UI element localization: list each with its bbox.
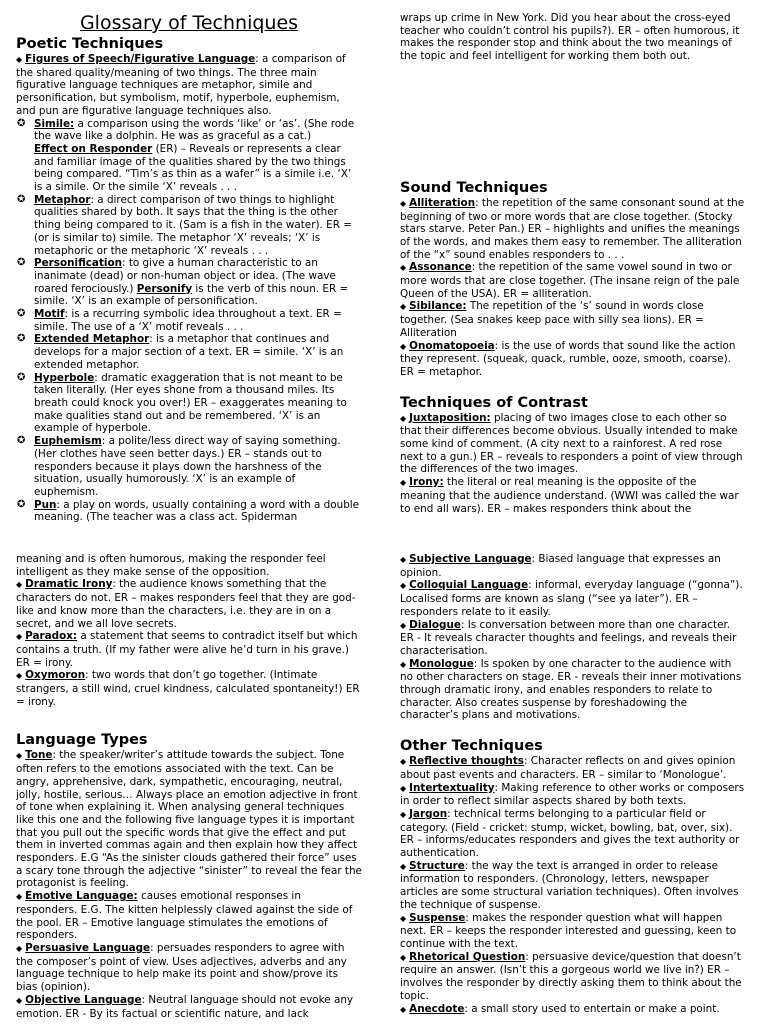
term: Simile: [34, 117, 75, 130]
entry-persuasive-language [16, 942, 362, 994]
column-top-right [400, 12, 745, 526]
term: Juxtaposition: [409, 411, 491, 424]
term: Persuasive Language [25, 941, 151, 954]
term: Figures of Speech/Figurative Language [25, 53, 256, 65]
definition: : Biased language that expresses an opinion. [400, 553, 721, 579]
term: Personify [136, 282, 193, 295]
entry-subjective-language [400, 553, 745, 579]
entry-jargon [400, 808, 745, 860]
entry-onomatopoeia [400, 340, 745, 379]
entry-objective-language [16, 994, 362, 1020]
definition: : a play on words, usually containing a word with a double meaning. (The teacher was a class act. Spiderman [34, 498, 360, 524]
entry-assonance [400, 261, 745, 300]
term: Dialogue [409, 618, 461, 631]
definition: : Neutral language should not evoke any emotion. ER - By its factual or scientific nature, and lack [16, 993, 354, 1020]
term: Dramatic Irony [25, 578, 113, 591]
term: Tone [25, 749, 53, 762]
definition: : makes the responder question what will happen next. ER – keeps the responder interested and guessing, keen to continue with the text. [400, 911, 737, 950]
entry-pun [16, 499, 362, 524]
entry-irony [400, 476, 745, 515]
definition: : persuasive device/question that doesn’t require an answer. (Isn’t this a gorgeous world we live in?) ER – involves the responder by directly asking them to think about the topic. [400, 950, 742, 1002]
term: Suspense [409, 911, 466, 924]
term: Rhetorical Question [409, 950, 526, 963]
term: Colloquial Language [409, 579, 529, 592]
entry-reflective-thoughts [400, 755, 745, 781]
entry-paradox [16, 630, 362, 669]
entry-emotive-language [16, 890, 362, 942]
definition: The repetition of the ‘s’ sound in words close together. (Sea snakes keep pace with silly sea lions). ER = Alliteration [400, 300, 704, 339]
entry-oxymoron [16, 669, 362, 708]
term: Assonance [409, 261, 472, 274]
entry-intertextuality [400, 782, 745, 808]
entry-juxtaposition [400, 412, 745, 477]
definition: : the speaker/writer’s attitude towards the subject. Tone often refers to the emotions associated with the text. Can be angry, apprehensive, dark, sympathetic, encouraging, neutral, jolly, hostile, serious… Always place an emotion adjective in front of tone when explaining it. When analysing general techniques like this one and the following five language types it is important that you pull out the specific words that give the effect and put them in inverted commas again and then explain how they affect responders. E.G “As the sinister clouds gathered their force” uses a scary tone through the adjective “sinister” to reveal the fear the protagonist is feeling. [16, 749, 362, 890]
definition: : Making reference to other works or composers in order to reflect similar aspects shared by both texts. [400, 781, 745, 808]
definition: a statement that seems to contradict itself but which contains a truth. (If my father were alive he’d turn in his grave.) ER = irony. [16, 630, 358, 669]
definition: : Is spoken by one character to the audience with no other characters on stage. ER - reveals their inner motivations through dramatic irony, and enables responders to relate to character. Also creates suspense by foreshadowing the character’s plans and motivations. [400, 657, 742, 722]
definition: : is a metaphor that continues and develops for a major section of a text. ER = simile. ‘X’ is an extended metaphor. [34, 333, 344, 371]
entry-suspense [400, 912, 745, 951]
term: Metaphor [34, 193, 91, 206]
definition: a comparison using the words ‘like’ or ‘as’. (She rode the wave like a dolphin. He was as graceful as a cat.) [34, 117, 355, 143]
definition: placing of two images close to each other so that their differences become obvious. Usually intended to make some kind of comment. (A city next to a rainforest. A red rose next to a gun.) ER – reveals to responders a point of view through the differences of the two images. [400, 411, 743, 476]
entry-euphemism [16, 435, 362, 499]
entry-tone [16, 749, 362, 890]
definition: : the repetition of the same vowel sound in two or more words that are close together. (The insane reign of the pale Queen of the USA). ER = alliteration. [400, 261, 740, 300]
entry-extended-metaphor [16, 333, 362, 371]
section-heading-poetic: Poetic Techniques [16, 36, 164, 52]
spacer [400, 63, 745, 180]
term: Reflective thoughts [409, 755, 524, 768]
definition: : two words that don’t go together. (Intimate strangers, a still wind, cruel kindness, calculated spontaneity!) ER = irony. [16, 669, 360, 708]
term: Paradox: [25, 630, 78, 643]
entry-metaphor [16, 194, 362, 258]
column-bottom-right [400, 553, 745, 1024]
term: Emotive Language: [25, 890, 138, 903]
entry-structure [400, 860, 745, 912]
definition: the literal or real meaning is the opposite of the meaning that the audience understand. (WWI was called the war to end all wars). ER – makes responders think about the [400, 476, 739, 515]
term: Pun [34, 498, 57, 511]
definition: : a comparison of the shared quality/meaning of two things. The three main figurative language techniques are metaphor, simile and personification, but symbolism, motif, hyperbole, euphemism, and pun are figurative language techniques also. [16, 53, 346, 117]
section-heading-contrast: Techniques of Contrast [400, 394, 588, 411]
term: Oxymoron [25, 669, 86, 682]
term: Irony: [409, 476, 444, 489]
entry-dramatic-irony [16, 578, 362, 630]
section-heading-language: Language Types [16, 732, 148, 749]
definition: : dramatic exaggeration that is not meant to be taken literally. (Her eyes shone from a thousand miles. Its breath could knock you over!) ER – exaggerates meaning to make qualities stand out and be remembered. ‘X’ is an example of hyperbole. [34, 371, 347, 435]
entry-monologue [400, 658, 745, 723]
term: Objective Language [25, 993, 142, 1006]
entry-sibilance [400, 300, 745, 339]
definition: : technical terms belonging to a particular field or category. (Field - cricket: stump, wicket, bowling, bat, over, six). ER – informs/educates responders and gives the text authority or authentication. [400, 807, 740, 860]
definition: : a direct comparison of two things to highlight qualities shared by both. It says that the thing is the other thing being compared to it. (Sam is a fish in the water). ER = (or is similar to) simile. The metaphor ‘X’ reveals; ‘X’ is metaphoric or the metaphoric ‘X’ reveals . . . [34, 193, 352, 257]
term: Motif [34, 308, 65, 321]
entry-figures-of-speech [16, 53, 362, 118]
definition: : informal, everyday language (“gonna”). Localised forms are known as slang (“see ya later”). ER – responders relate to it easily. [400, 579, 743, 618]
definition: : the repetition of the same consonant sound at the beginning of two or more words that are close together. (Stocky stars starve. Peter Pan.) ER – highlights and unifies the meanings of the words, and makes them easy to remember. The alliteration of the “x” sound enables responders to . . . [400, 196, 745, 261]
term: Effect on Responder [34, 142, 153, 155]
term: Sibilance: [409, 300, 467, 313]
term: Alliteration [409, 196, 476, 209]
definition: (ER) – Reveals or represents a clear and familiar image of the qualities shared by the two things being compared. “Tim’s as thin as a wafer” is a simile i.e. ‘X’ is a simile. Or the simile ‘X’ reveals . . . [34, 142, 352, 194]
definition: : a polite/less direct way of saying something. (Her clothes have seen better days.) ER – stands out to responders because it plays down the harshness of the situation, usually humorously. ‘X’ is an example of euphemism. [34, 435, 341, 498]
entry-motif [16, 308, 362, 333]
definition: : Character reflects on and gives opinion about past events and characters. ER – similar to ‘Monologue’. [400, 755, 736, 781]
column-bottom-left [16, 553, 362, 1024]
term: Extended Metaphor [34, 333, 150, 346]
term: Anecdote [409, 1002, 465, 1015]
entry-pun-continued: wraps up crime in New York. Did you hear about the cross-eyed teacher who couldn’t control his pupils?). ER – often humorous, it makes the responder stop and think about the two meanings of the topic and feel intelligent for working them both out. [400, 12, 740, 63]
term: Personification [34, 257, 123, 270]
term: Jargon [409, 807, 448, 820]
page-title: Glossary of Techniques [79, 12, 299, 34]
entry-hyperbole [16, 372, 362, 436]
entry-dialogue [400, 619, 745, 658]
column-top-left [16, 12, 362, 526]
definition: : to give a human characteristic to an inanimate (dead) or non-human object or idea. (The wave roared ferociously.) [34, 257, 336, 295]
term: Intertextuality [409, 781, 495, 794]
section-heading-other: Other Techniques [400, 738, 543, 755]
entry-alliteration [400, 197, 745, 262]
entry-anecdote [400, 1003, 745, 1017]
term: Monologue [409, 657, 474, 670]
entry-rhetorical-question [400, 951, 745, 1003]
definition: : a small story used to entertain or make a point. [464, 1002, 720, 1015]
definition: : is a recurring symbolic idea throughout a text. ER = simile. The use of a ‘X’ motif reveals . . . [34, 308, 342, 333]
section-heading-sound: Sound Techniques [400, 179, 548, 196]
entry-personification [16, 257, 362, 308]
definition: : persuades responders to agree with the composer’s point of view. Uses adjectives, adverbs and any language technique to help make its point and show/prove its bias (opinion). [16, 941, 347, 994]
definition: : Is conversation between more than one character. ER - It reveals character thoughts and feelings, and reveals their characterisation. [400, 618, 737, 657]
term: Subjective Language [409, 553, 532, 565]
definition: : the audience knows something that the characters do not. ER – makes responders feel that they are god-like and know more than the characters, i.e. they are in on a secret, and we all love secrets. [16, 578, 356, 630]
term: Hyperbole [34, 371, 95, 384]
definition: : is the use of words that sound like the action they represent. (squeak, quack, rumble, ooze, smooth, coarse). ER = metaphor. [400, 339, 736, 378]
term: Euphemism [34, 435, 102, 448]
entry-colloquial-language [400, 579, 745, 618]
definition: is the verb of this noun. ER = simile. ‘X’ is an example of personification. [34, 282, 349, 308]
definition: causes emotional responses in responders. E.G. The kitten helplessly clawed against the side of the pool. ER – Emotive language stimulates the emotions of responders. [16, 890, 353, 942]
entry-irony-continued: meaning and is often humorous, making the responder feel intelligent as they make sense of the opposition. [16, 553, 326, 578]
term: Structure [409, 859, 465, 872]
definition: : the way the text is arranged in order to release information to responders. (Chronology, letters, newspaper articles are some structural variation techniques). Often involves the technique of suspense. [400, 859, 739, 911]
entry-simile [16, 118, 362, 194]
term: Onomatopoeia [409, 339, 495, 352]
